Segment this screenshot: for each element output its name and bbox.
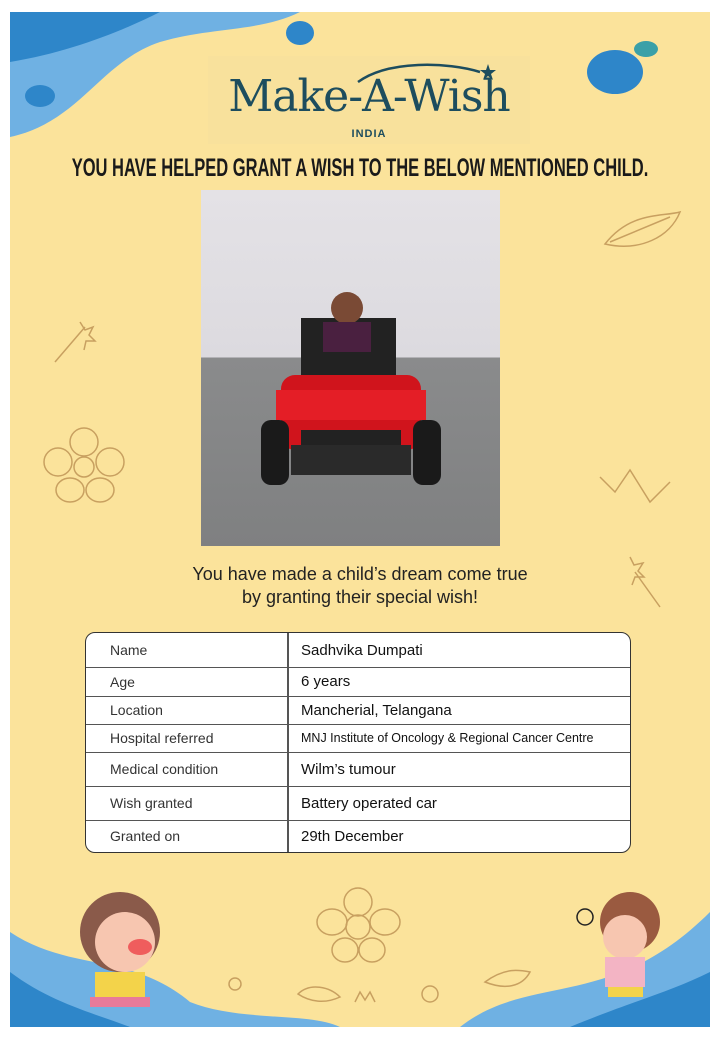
- row-value: Wilm’s tumour: [301, 760, 396, 778]
- tagline-line-2: by granting their special wish!: [241, 587, 479, 607]
- tagline-line-1: You have made a child’s dream come true: [192, 564, 528, 584]
- tagline: [10, 563, 710, 609]
- row-label: Granted on: [86, 820, 289, 852]
- table-row: [86, 752, 630, 787]
- row-label: Name: [86, 633, 289, 667]
- row-label: Wish granted: [86, 786, 289, 820]
- make-a-wish-logo: [208, 56, 530, 144]
- table-row: [86, 724, 630, 753]
- row-value: 6 years: [301, 673, 351, 690]
- child-photo: [201, 190, 500, 546]
- row-label: Age: [86, 667, 289, 696]
- table-row: [86, 820, 630, 852]
- certificate-page: [10, 12, 710, 1027]
- logo-subtitle: INDIA: [351, 128, 387, 140]
- row-value: Mancherial, Telangana: [301, 701, 452, 719]
- table-row: [86, 667, 630, 697]
- row-value: 29th December: [301, 827, 404, 845]
- row-value: Battery operated car: [301, 794, 437, 812]
- row-value: Sadhvika Dumpati: [301, 641, 423, 659]
- table-row: [86, 786, 630, 821]
- logo-wordmark: Make-A-Wish: [228, 71, 510, 122]
- table-row: [86, 633, 630, 668]
- wish-details-table: [85, 632, 631, 853]
- row-value: MNJ Institute of Oncology & Regional Cancer Centre: [301, 731, 594, 745]
- table-row: [86, 696, 630, 725]
- headline: YOU HAVE HELPED GRANT A WISH TO THE BELOW MENTIONED CHILD.: [71, 154, 649, 182]
- row-label: Location: [86, 696, 289, 724]
- row-label: Medical condition: [86, 752, 289, 786]
- row-label: Hospital referred: [86, 724, 289, 752]
